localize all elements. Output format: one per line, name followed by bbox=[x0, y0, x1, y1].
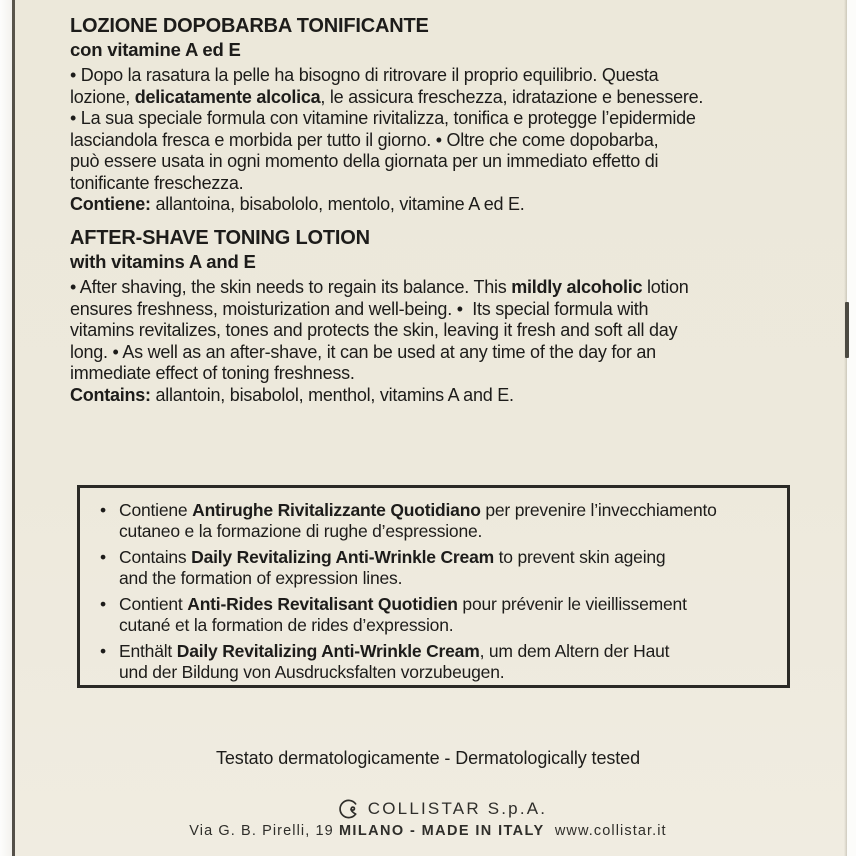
english-title: AFTER-SHAVE TONING LOTION bbox=[70, 227, 370, 249]
claim-item-italian bbox=[100, 500, 773, 541]
text-line: cutané et la formation de rides d’expression. bbox=[119, 614, 454, 635]
text-line: • La sua speciale formula con vitamine rivitalizza, tonifica e protegge l’epidermide bbox=[70, 108, 696, 128]
multilingual-claims-box bbox=[77, 485, 790, 688]
text-line: può essere usata in ogni momento della giornata per un immediato effetto di bbox=[70, 151, 659, 171]
panel-left-fold-edge bbox=[12, 0, 15, 856]
claim-item-english bbox=[100, 547, 773, 588]
bullet-marker: • bbox=[100, 500, 107, 520]
text-line: cutaneo e la formazione di rughe d’espressione. bbox=[119, 520, 483, 541]
left-margin-strip bbox=[0, 0, 12, 856]
text-line: Contiene: allantoina, bisabololo, mentolo, vitamine A ed E. bbox=[70, 194, 525, 214]
text-line: Contiene Antirughe Rivitalizzante Quotidiano per prevenire l’invecchiamento bbox=[119, 500, 717, 520]
text-line: • After shaving, the skin needs to regain its balance. This mildly alcoholic lotion bbox=[70, 277, 689, 297]
claim-text bbox=[119, 641, 669, 682]
text-line: • Dopo la rasatura la pelle ha bisogno di ritrovare il proprio equilibrio. Questa bbox=[70, 65, 659, 85]
claim-text bbox=[119, 594, 687, 635]
right-margin-strip bbox=[847, 0, 856, 856]
text-line: immediate effect of toning freshness. bbox=[70, 363, 355, 383]
claim-text bbox=[119, 547, 665, 588]
text-line: long. • As well as an after-shave, it can be used at any time of the day for an bbox=[70, 341, 656, 362]
panel-right-edge-mark bbox=[845, 302, 849, 358]
address-line: Via G. B. Pirelli, 19 MILANO - MADE IN ITALY www.collistar.it bbox=[189, 823, 667, 839]
claim-text bbox=[119, 500, 717, 541]
company-name: COLLISTAR S.p.A. bbox=[367, 799, 548, 818]
dermatologically-tested-line: Testato dermatologicamente - Dermatologically tested bbox=[215, 748, 640, 768]
bullet-marker: • bbox=[100, 641, 107, 661]
text-line: Contains: allantoin, bisabolol, menthol, vitamins A and E. bbox=[70, 384, 514, 405]
collistar-logo-icon bbox=[337, 797, 361, 821]
text-line: tonificante freschezza. bbox=[70, 172, 244, 193]
english-paragraph bbox=[70, 277, 810, 406]
text-line: lasciandola fresca e morbida per tutto il giorno. • Oltre che come dopobarba, bbox=[70, 129, 659, 150]
bullet-marker: • bbox=[100, 594, 107, 614]
text-line: Contains Daily Revitalizing Anti-Wrinkle Cream to prevent skin ageing bbox=[119, 547, 666, 567]
company-line bbox=[14, 797, 856, 821]
text-line: vitamins revitalizes, tones and protects the skin, leaving it fresh and soft all day bbox=[70, 320, 678, 340]
italian-section bbox=[70, 15, 810, 216]
english-subtitle: with vitamins A and E bbox=[70, 251, 256, 272]
text-line: and the formation of expression lines. bbox=[119, 567, 403, 588]
text-line: lozione, delicatamente alcolica, le assicura freschezza, idratazione e benessere. bbox=[70, 86, 704, 107]
text-line: Enthält Daily Revitalizing Anti-Wrinkle Cream, um dem Altern der Haut bbox=[119, 641, 670, 661]
claim-item-german bbox=[100, 641, 773, 682]
italian-title: LOZIONE DOPOBARBA TONIFICANTE bbox=[70, 15, 429, 37]
text-line: ensures freshness, moisturization and well-being. • Its special formula with bbox=[70, 298, 649, 319]
italian-subtitle: con vitamine A ed E bbox=[70, 39, 241, 60]
claim-item-french bbox=[100, 594, 773, 635]
text-line: und der Bildung von Ausdrucksfalten vorzubeugen. bbox=[119, 661, 505, 682]
italian-paragraph bbox=[70, 65, 810, 216]
english-section bbox=[70, 227, 810, 406]
bullet-marker: • bbox=[100, 547, 107, 567]
text-line: Contient Anti-Rides Revitalisant Quotidien pour prévenir le vieillissement bbox=[119, 594, 687, 614]
